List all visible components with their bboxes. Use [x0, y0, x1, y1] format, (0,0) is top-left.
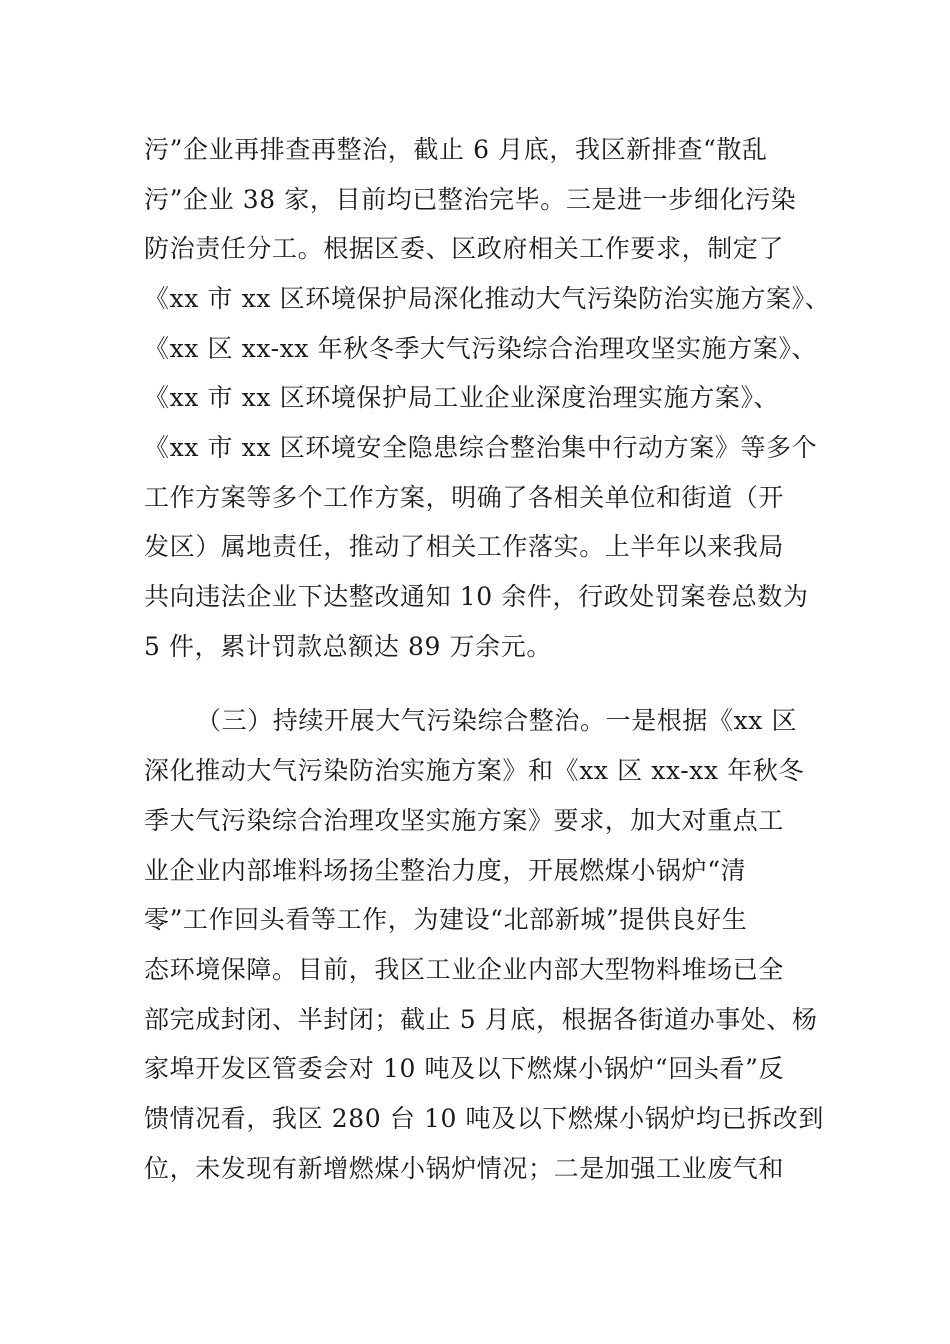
text-line: 位，未发现有新增燃煤小锅炉情况；二是加强工业废气和 — [144, 1154, 785, 1183]
text-line: 态环境保障。目前，我区工业企业内部大型物料堆场已全 — [144, 955, 785, 984]
text-line: 5 件，累计罚款总额达 89 万余元。 — [144, 632, 552, 661]
text-line: 《xx 市 xx 区环境安全隐患综合整治集中行动方案》等多个 — [144, 433, 818, 462]
text-line: 共向违法企业下达整改通知 10 余件，行政处罚案卷总数为 — [144, 582, 809, 611]
text-line: 部完成封闭、半封闭；截止 5 月底，根据各街道办事处、杨 — [144, 1005, 818, 1034]
text-line: 污”企业再排查再整治，截止 6 月底，我区新排查“散乱 — [144, 135, 768, 164]
text-line: 《xx 市 xx 区环境保护局深化推动大气污染防治实施方案》、 — [144, 284, 831, 313]
text-line: 工作方案等多个工作方案，明确了各相关单位和街道（开 — [144, 483, 785, 512]
text-line: 业企业内部堆料场扬尘整治力度，开展燃煤小锅炉“清 — [144, 856, 747, 885]
text-line: （三）持续开展大气污染综合整治。一是根据《xx 区 — [196, 706, 798, 735]
text-line: 季大气污染综合治理攻坚实施方案》要求，加大对重点工 — [144, 806, 785, 835]
text-line: 深化推动大气污染防治实施方案》和《xx 区 xx-xx 年秋冬 — [144, 756, 805, 785]
text-line: 馈情况看，我区 280 台 10 吨及以下燃煤小锅炉均已拆改到 — [144, 1104, 824, 1133]
text-line: 发区）属地责任，推动了相关工作落实。上半年以来我局 — [144, 532, 785, 561]
text-line: 《xx 区 xx-xx 年秋冬季大气污染综合治理攻坚实施方案》、 — [144, 334, 818, 363]
text-line: 《xx 市 xx 区环境保护局工业企业深度治理实施方案》、 — [144, 383, 780, 412]
text-line: 污”企业 38 家，目前均已整治完毕。三是进一步细化污染 — [144, 185, 797, 214]
text-line: 防治责任分工。根据区委、区政府相关工作要求，制定了 — [144, 234, 785, 263]
text-line: 家埠开发区管委会对 10 吨及以下燃煤小锅炉“回头看”反 — [144, 1054, 785, 1083]
text-line: 零”工作回头看等工作，为建设“北部新城”提供良好生 — [144, 905, 748, 934]
